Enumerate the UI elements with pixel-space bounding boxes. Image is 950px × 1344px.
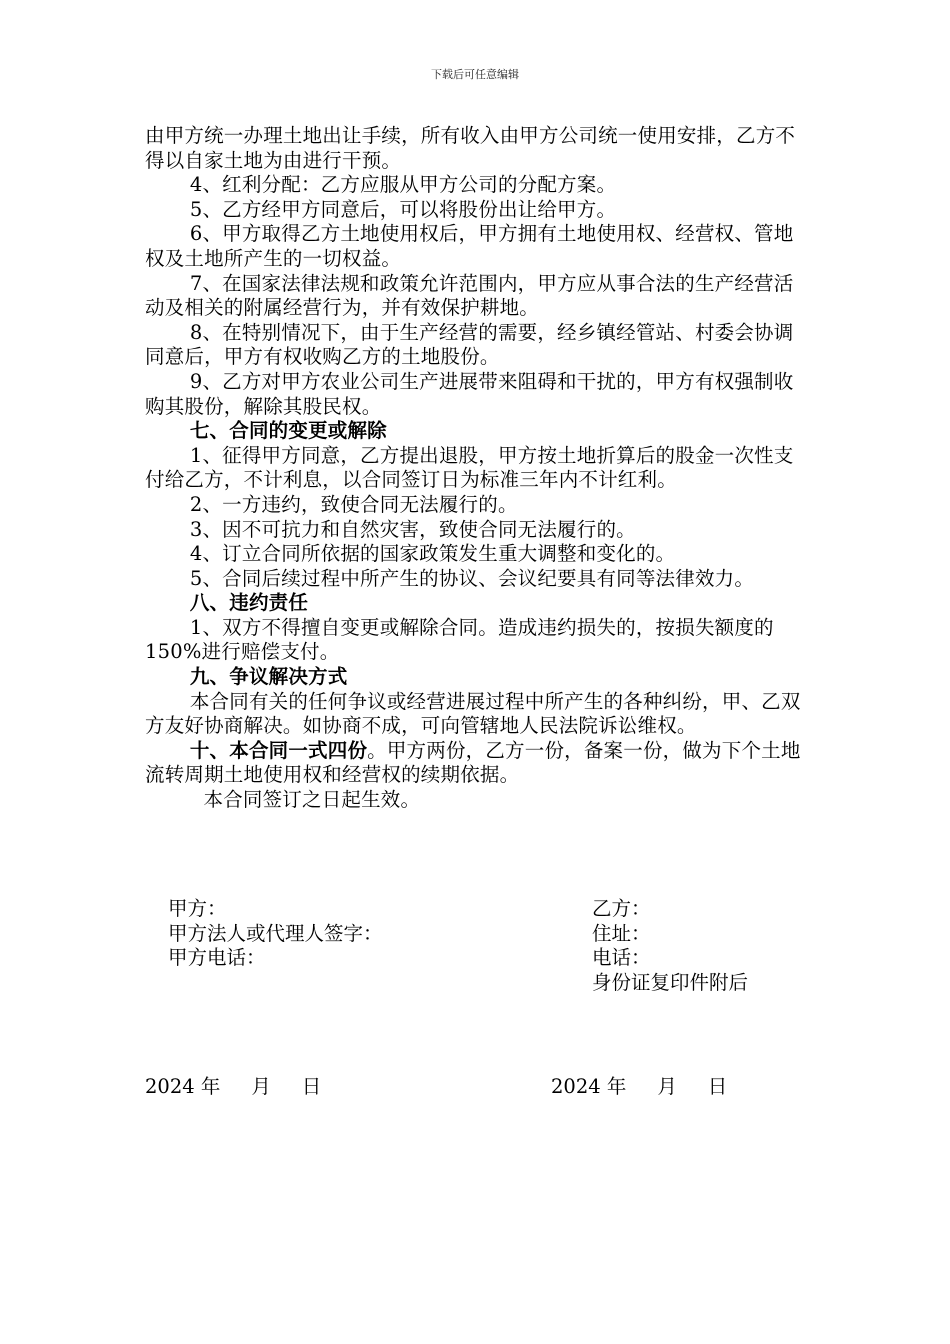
party-a-sign-label: 甲方法人或代理人签字： <box>168 921 383 945</box>
clause-9: 9、乙方对甲方农业公司生产进展带来阻碍和干扰的，甲方有权强制收购其股份，解除其股民权。 <box>145 369 794 418</box>
section-heading-7: 七、合同的变更或解除 <box>189 419 387 443</box>
clause-4: 4、红利分配：乙方应服从甲方公司的分配方案。 <box>189 173 617 197</box>
party-a-phone-label: 甲方电话： <box>168 946 266 970</box>
section-7-item-4: 4、订立合同所依据的国家政策发生重大调整和变化的。 <box>189 542 676 566</box>
section-heading-10: 十、本合同一式四份 <box>189 738 368 762</box>
clause-8: 8、在特别情况下，由于生产经营的需要，经乡镇经管站、村委会协调同意后，甲方有权收购乙方的土地股份。 <box>145 320 794 369</box>
section-heading-9: 九、争议解决方式 <box>189 665 348 689</box>
section-heading-8: 八、违约责任 <box>189 591 309 615</box>
party-b-block <box>592 897 748 995</box>
section-7-item-1: 1、征得甲方同意，乙方提出退股，甲方按土地折算后的股金一次性支付给乙方，不计利息，以合同签订日为标准三年内不计红利。 <box>145 443 794 492</box>
section-8-item-1: 1、双方不得擅自变更或解除合同。造成违约损失的，按损失额度的150%进行赔偿支付。 <box>145 615 774 664</box>
section-10-text: 。甲方两份，乙方一份，备案一份，做为下个土地流转周期土地使用权和经营权的续期依据。 <box>145 738 801 787</box>
section-10 <box>145 739 807 788</box>
section-9-text: 本合同有关的任何争议或经营进展过程中所产生的各种纠纷，甲、乙双方友好协商解决。如协商不成，可向管辖地人民法院诉讼维权。 <box>145 689 801 738</box>
paragraph: 由甲方统一办理土地出让手续，所有收入由甲方公司统一使用安排，乙方不得以自家土地为由进行干预。 <box>145 124 796 172</box>
effective-clause: 本合同签订之日起生效。 <box>203 788 421 812</box>
clause-6: 6、甲方取得乙方土地使用权后，甲方拥有土地使用权、经营权、管地权及土地所产生的一切权益。 <box>145 222 794 270</box>
party-b-address-label: 住址： <box>592 921 651 945</box>
section-7-item-3: 3、因不可抗力和自然灾害，致使合同无法履行的。 <box>189 517 636 541</box>
clause-5: 5、乙方经甲方同意后，可以将股份出让给甲方。 <box>189 197 617 221</box>
contract-body <box>145 124 807 813</box>
section-7-item-5: 5、合同后续过程中所产生的协议、会议纪要具有同等法律效力。 <box>189 566 755 590</box>
party-a-date: 2024 年 月 日 <box>145 1075 322 1098</box>
party-b-date: 2024 年 月 日 <box>551 1075 728 1098</box>
section-7-item-2: 2、一方违约，致使合同无法履行的。 <box>189 492 518 516</box>
clause-7: 7、在国家法律法规和政策允许范围内，甲方应从事合法的生产经营活动及相关的附属经营行为，并有效保护耕地。 <box>145 271 794 320</box>
party-b-label: 乙方： <box>592 897 651 920</box>
party-b-phone-label: 电话： <box>592 946 651 970</box>
party-b-id-note: 身份证复印件附后 <box>592 970 749 994</box>
party-a-block <box>168 897 383 971</box>
page-header-note: 下载后可任意编辑 <box>431 68 519 81</box>
party-a-label: 甲方： <box>168 897 227 920</box>
